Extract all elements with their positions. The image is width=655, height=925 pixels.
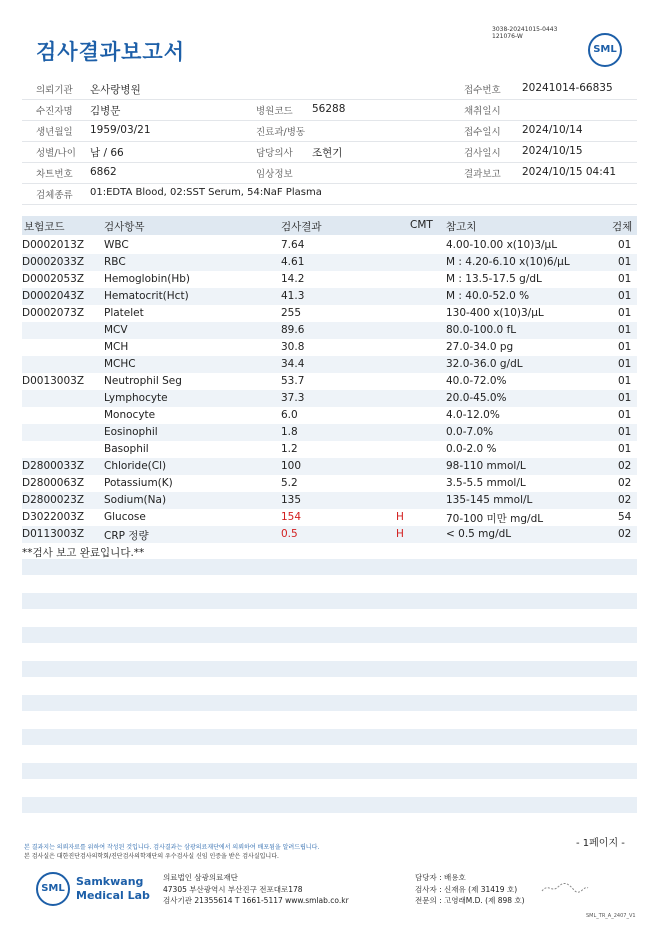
cell-spec: 01 [618, 426, 632, 438]
cell-result: 37.3 [281, 392, 305, 404]
cell-spec: 02 [618, 477, 632, 489]
doc-id-line1: 3038-20241015-0443 [492, 26, 558, 33]
cell-item: RBC [104, 256, 126, 268]
cell-spec: 01 [618, 324, 632, 336]
signature-block [415, 872, 525, 907]
hospital-code-value: 56288 [312, 103, 346, 115]
company-name [76, 875, 150, 903]
cell-result: 154 [281, 511, 302, 523]
doctor-value: 조현기 [312, 147, 343, 159]
hospital-code-label: 병원코드 [256, 106, 293, 117]
document-id [492, 26, 557, 40]
cell-ref: 80.0-100.0 fL [446, 324, 517, 336]
cell-item: Glucose [104, 511, 146, 523]
company-line1: Samkwang [76, 875, 144, 888]
header-spec: 검체 [612, 221, 633, 233]
cell-result: 135 [281, 494, 302, 506]
cell-ref: M : 4.20-6.10 x(10)6/µL [446, 256, 570, 268]
blank-row [22, 729, 637, 745]
company-line2: Medical Lab [76, 889, 150, 902]
chart-value: 6862 [90, 166, 117, 178]
sml-logo: SML [588, 33, 622, 67]
report-title: 검사결과보고서 [36, 40, 186, 64]
cell-item: Lymphocyte [104, 392, 168, 404]
cell-item: Platelet [104, 307, 144, 319]
cell-item: Basophil [104, 443, 149, 455]
cell-spec: 01 [618, 256, 632, 268]
header-code: 보험코드 [24, 221, 65, 233]
table-row [22, 526, 637, 543]
receipt-no-label: 접수번호 [464, 85, 501, 96]
cell-code: D0002033Z [22, 256, 85, 268]
specimen-value: 01:EDTA Blood, 02:SST Serum, 54:NaF Plasma [90, 187, 322, 198]
cell-result: 5.2 [281, 477, 298, 489]
cell-spec: 01 [618, 392, 632, 404]
cell-item: Chloride(Cl) [104, 460, 167, 472]
cell-spec: 01 [618, 290, 632, 302]
cell-item: MCHC [104, 358, 136, 370]
dept-label: 진료과/병동 [256, 127, 306, 138]
cell-spec: 01 [618, 307, 632, 319]
sml-footer-logo: SML [36, 872, 70, 906]
header-cmt: CMT [410, 219, 433, 231]
table-row [22, 509, 637, 526]
cell-flag: H [396, 511, 404, 523]
cell-ref: 0.0-7.0% [446, 426, 494, 438]
cell-spec: 02 [618, 460, 632, 472]
blank-row [22, 593, 637, 609]
cell-spec: 01 [618, 341, 632, 353]
patient-label: 수진자명 [36, 106, 73, 117]
table-row [22, 475, 637, 492]
table-row [22, 271, 637, 288]
cell-ref: 135-145 mmol/L [446, 494, 533, 506]
report-complete-note: **검사 보고 완료입니다.** [22, 547, 145, 559]
cell-result: 41.3 [281, 290, 305, 302]
collect-date-label: 채취일시 [464, 106, 501, 117]
cell-result: 1.2 [281, 443, 298, 455]
receipt-date-value: 2024/10/14 [522, 124, 583, 136]
cell-result: 14.2 [281, 273, 305, 285]
cell-spec: 54 [618, 511, 632, 523]
cell-item: MCV [104, 324, 128, 336]
lab-address-block [163, 872, 349, 907]
cell-spec: 01 [618, 375, 632, 387]
test-date-value: 2024/10/15 [522, 145, 583, 157]
cell-result: 100 [281, 460, 302, 472]
cell-ref: 130-400 x(10)3/µL [446, 307, 544, 319]
cell-ref: 20.0-45.0% [446, 392, 507, 404]
reviewer: 검사자 : 신재유 (제 31419 호) [415, 884, 518, 894]
blank-row [22, 797, 637, 813]
cell-ref: 32.0-36.0 g/dL [446, 358, 523, 370]
disclaimer-line2: 본 검사실은 대한진단검사의학회/진단검사의학재단의 우수검사실 신임 인증을 받은 검사실입니다. [24, 853, 279, 860]
table-row [22, 407, 637, 424]
cell-item: CRP 정량 [104, 530, 149, 542]
cell-result: 6.0 [281, 409, 298, 421]
cell-ref: 98-110 mmol/L [446, 460, 526, 472]
blank-row [22, 661, 637, 677]
info-row [22, 141, 637, 163]
cell-ref: 70-100 미만 mg/dL [446, 513, 544, 525]
table-row [22, 441, 637, 458]
cell-result: 30.8 [281, 341, 305, 353]
cell-spec: 01 [618, 273, 632, 285]
cell-code: D0113003Z [22, 528, 85, 540]
form-code: SML_TR_A_2407_V1 [586, 913, 636, 919]
table-row [22, 322, 637, 339]
specimen-label: 검체종류 [36, 190, 73, 201]
cell-result: 89.6 [281, 324, 305, 336]
receipt-date-label: 접수일시 [464, 127, 501, 138]
cell-ref: 3.5-5.5 mmol/L [446, 477, 526, 489]
cell-code: D0002073Z [22, 307, 85, 319]
cell-result: 0.5 [281, 528, 298, 540]
cell-ref: M : 40.0-52.0 % [446, 290, 530, 302]
info-row [22, 183, 637, 205]
cell-item: Neutrophil Seg [104, 375, 182, 387]
cell-ref: 0.0-2.0 % [446, 443, 497, 455]
sex-age-value: 남 / 66 [90, 147, 124, 159]
cell-code: D3022003Z [22, 511, 85, 523]
cell-item: WBC [104, 239, 129, 251]
cell-item: Monocyte [104, 409, 156, 421]
blank-row [22, 763, 637, 779]
clinical-label: 임상정보 [256, 169, 293, 180]
chart-label: 차트번호 [36, 169, 73, 180]
cell-flag: H [396, 528, 404, 540]
client-label: 의뢰기관 [36, 85, 73, 96]
cell-ref: M : 13.5-17.5 g/dL [446, 273, 542, 285]
table-row [22, 254, 637, 271]
table-row [22, 339, 637, 356]
cell-ref: 4.00-10.00 x(10)3/µL [446, 239, 558, 251]
contact: 검사기관 21355614 T 1661-5117 www.smlab.co.kr [163, 896, 349, 905]
header-result: 검사결과 [281, 221, 322, 233]
manager: 담당자 : 배용호 [415, 873, 466, 882]
header-item: 검사항목 [104, 221, 145, 233]
signature-image [540, 880, 590, 894]
birth-label: 생년월일 [36, 127, 73, 138]
patient-value: 김병문 [90, 105, 121, 117]
cell-code: D2800063Z [22, 477, 85, 489]
cell-code: D2800023Z [22, 494, 85, 506]
client-value: 온사랑병원 [90, 84, 141, 96]
org-name: 의료법인 삼광의료재단 [163, 873, 238, 882]
receipt-no-value: 20241014-66835 [522, 82, 613, 94]
doctor-label: 담당의사 [256, 148, 293, 159]
blank-row [22, 627, 637, 643]
cell-code: D0013003Z [22, 375, 85, 387]
info-row [22, 78, 637, 100]
header-ref: 참고치 [446, 221, 477, 233]
cell-result: 255 [281, 307, 302, 319]
table-row [22, 237, 637, 254]
page-number: - 1페이지 - [576, 838, 625, 849]
doc-id-line2: 121076-W [492, 33, 523, 40]
info-row [22, 162, 637, 184]
report-value: 2024/10/15 04:41 [522, 166, 617, 178]
table-row [22, 305, 637, 322]
cell-spec: 01 [618, 443, 632, 455]
birth-value: 1959/03/21 [90, 124, 151, 136]
table-row [22, 458, 637, 475]
cell-item: Sodium(Na) [104, 494, 167, 506]
cell-item: Hemoglobin(Hb) [104, 273, 191, 285]
cell-code: D0002043Z [22, 290, 85, 302]
test-date-label: 검사일시 [464, 148, 501, 159]
cell-ref: < 0.5 mg/dL [446, 528, 512, 540]
table-row [22, 390, 637, 407]
sex-age-label: 성별/나이 [36, 148, 76, 159]
cell-result: 53.7 [281, 375, 305, 387]
blank-row [22, 559, 637, 575]
cell-ref: 40.0-72.0% [446, 375, 507, 387]
report-label: 결과보고 [464, 169, 501, 180]
results-table-header [22, 216, 637, 235]
cell-code: D2800033Z [22, 460, 85, 472]
cell-spec: 01 [618, 409, 632, 421]
blank-row [22, 695, 637, 711]
table-row [22, 492, 637, 509]
cell-spec: 01 [618, 239, 632, 251]
cell-result: 4.61 [281, 256, 305, 268]
cell-item: Eosinophil [104, 426, 158, 438]
cell-ref: 27.0-34.0 pg [446, 341, 514, 353]
cell-spec: 02 [618, 494, 632, 506]
table-row [22, 356, 637, 373]
cell-result: 7.64 [281, 239, 305, 251]
info-row [22, 99, 637, 121]
cell-spec: 01 [618, 358, 632, 370]
cell-result: 1.8 [281, 426, 298, 438]
address: 47305 부산광역시 부산진구 전포대로178 [163, 884, 303, 894]
cell-item: MCH [104, 341, 129, 353]
specialist: 전문의 : 고영래M.D. (제 898 호) [415, 896, 525, 905]
cell-item: Potassium(K) [104, 477, 173, 489]
info-row [22, 120, 637, 142]
cell-item: Hematocrit(Hct) [104, 290, 189, 302]
cell-code: D0002013Z [22, 239, 85, 251]
cell-result: 34.4 [281, 358, 305, 370]
cell-spec: 02 [618, 528, 632, 540]
disclaimer-line1: 본 결과지는 의뢰자료를 위하여 작성된 것입니다. 검사결과는 삼광의료재단에서 의뢰하여 배포됨을 알려드립니다. [24, 844, 320, 851]
table-row [22, 373, 637, 390]
table-row [22, 424, 637, 441]
cell-code: D0002053Z [22, 273, 85, 285]
table-row [22, 288, 637, 305]
cell-ref: 4.0-12.0% [446, 409, 500, 421]
